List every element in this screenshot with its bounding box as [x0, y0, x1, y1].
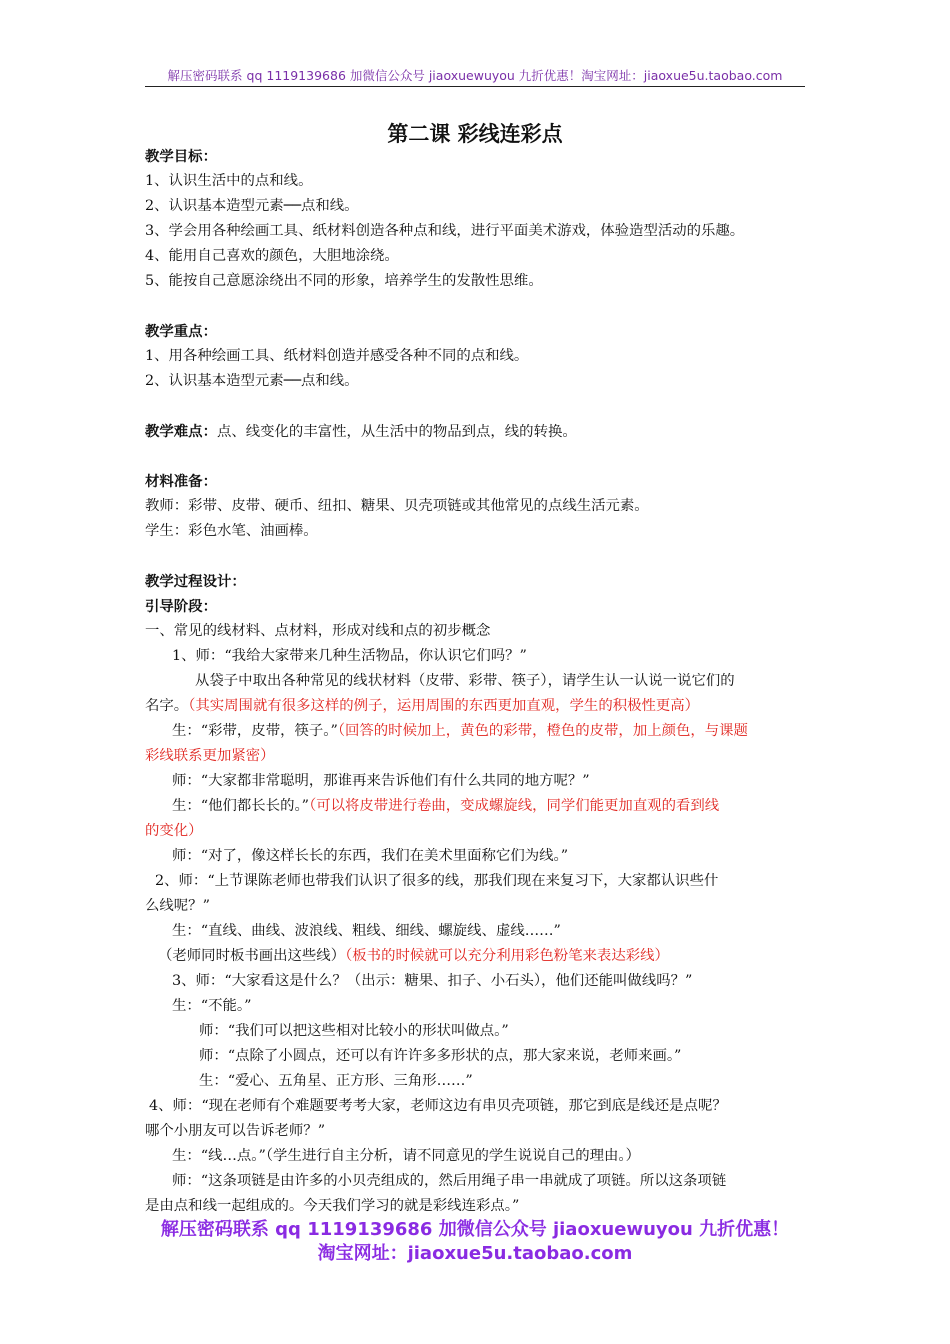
dialogue-text: 生：“彩带，皮带，筷子。” [172, 723, 338, 739]
document-body [145, 144, 810, 1219]
goal-item: 3、学会用各种绘画工具、纸材料创造各种点和线，进行平面美术游戏，体验造型活动的乐趣。 [145, 223, 745, 239]
goals-heading: 教学目标： [145, 148, 217, 165]
dialogue-line: 从袋子中取出各种常见的线状材料（皮带、彩带、筷子），请学生认一认说一说它们的 [195, 673, 735, 689]
dialogue-line: 师：“我们可以把这些相对比较小的形状叫做点。” [199, 1023, 509, 1039]
dialogue-line: 师：“大家都非常聪明，那谁再来告诉他们有什么共同的地方呢？” [172, 773, 590, 789]
difficulty-paragraph [145, 419, 810, 444]
goal-item: 4、能用自己喜欢的颜色，大胆地涂绕。 [145, 248, 399, 264]
dialogue-line: 4、师：“现在老师有个难题要考考大家，老师这边有串贝壳项链，那它到底是线还是点呢？ [149, 1098, 727, 1114]
difficulty-heading: 教学难点： [145, 423, 217, 440]
dialogue-line: 3、师：“大家看这是什么？（出示：糖果、扣子、小石头），他们还能叫做线吗？” [172, 973, 693, 989]
goal-item: 1、认识生活中的点和线。 [145, 173, 313, 189]
dialogue-line: 2、师：“上节课陈老师也带我们认识了很多的线，那我们现在来复习下，大家都认识些什 [155, 873, 719, 889]
teaching-annotation: （板书的时候就可以充分利用彩色粉笔来表达彩线） [345, 948, 669, 964]
goal-item: 5、能按自己意愿涂绕出不同的形象，培养学生的发散性思维。 [145, 273, 543, 289]
dialogue-line: 是由点和线一起组成的。今天我们学习的就是彩线连彩点。” [145, 1198, 520, 1214]
dialogue-line: 生：“爱心、五角星、正方形、三角形……” [199, 1073, 473, 1089]
teaching-annotation: （其实周围就有很多这样的例子，运用周围的东西更加直观，学生的积极性更高） [188, 698, 700, 714]
dialogue-text: 生：“他们都长长的。” [172, 798, 310, 814]
teaching-annotation: （可以将皮带进行卷曲，变成螺旋线，同学们能更加直观的看到线 [309, 798, 720, 814]
dialogue-line [145, 694, 810, 719]
dialogue-line [145, 944, 810, 969]
dialogue-line: 生：“不能。” [172, 998, 252, 1014]
dialogue-text: 名字。 [145, 698, 189, 714]
section-heading: 一、常见的线材料、点材料，形成对线和点的初步概念 [145, 623, 491, 639]
teaching-annotation: 彩线联系更加紧密） [145, 748, 275, 764]
key-point-item: 1、用各种绘画工具、纸材料创造并感受各种不同的点和线。 [145, 348, 529, 364]
dialogue-line: 生：“直线、曲线、波浪线、粗线、细线、螺旋线、虚线……” [172, 923, 561, 939]
key-point-item: 2、认识基本造型元素──点和线。 [145, 373, 359, 389]
materials-teacher: 教师：彩带、皮带、硬币、纽扣、糖果、贝壳项链或其他常见的点线生活元素。 [145, 498, 649, 514]
goal-item: 2、认识基本造型元素──点和线。 [145, 198, 359, 214]
dialogue-line [145, 719, 810, 744]
footer-line: 解压密码联系 qq 1119139686 加微信公众号 jiaoxuewuyou 九折优惠！ [160, 1219, 790, 1240]
dialogue-line: 生：“线…点。”（学生进行自主分析，请不同意见的学生说说自己的理由。） [172, 1148, 641, 1164]
difficulty-text: 点、线变化的丰富性，从生活中的物品到点，线的转换。 [216, 424, 577, 440]
page-footer-watermark [140, 1218, 810, 1266]
dialogue-line [145, 794, 810, 819]
footer-line: 淘宝网址：jiaoxue5u.taobao.com [317, 1243, 633, 1264]
lesson-title: 第二课 彩线连彩点 [387, 122, 563, 146]
key-points-heading: 教学重点： [145, 323, 217, 340]
materials-student: 学生：彩色水笔、油画棒。 [145, 523, 318, 539]
dialogue-text: （老师同时板书画出这些线） [158, 948, 346, 964]
stage-heading: 引导阶段： [145, 598, 217, 615]
teaching-annotation: 的变化） [145, 823, 203, 839]
dialogue-line: 1、师：“我给大家带来几种生活物品，你认识它们吗？” [172, 648, 527, 664]
materials-heading: 材料准备： [145, 473, 217, 490]
dialogue-line: 师：“对了，像这样长长的东西，我们在美术里面称它们为线。” [172, 848, 569, 864]
header-rule [145, 86, 805, 87]
page-header-watermark: 解压密码联系 qq 1119139686 加微信公众号 jiaoxuewuyou 九折优惠！淘宝网址：jiaoxue5u.taobao.com [167, 68, 783, 83]
dialogue-line: 么线呢？” [145, 898, 210, 914]
dialogue-line: 师：“点除了小圆点，还可以有许许多多形状的点，那大家来说，老师来画。” [199, 1048, 682, 1064]
dialogue-line: 师：“这条项链是由许多的小贝壳组成的，然后用绳子串一串就成了项链。所以这条项链 [172, 1173, 727, 1189]
process-heading: 教学过程设计： [145, 573, 246, 590]
dialogue-line: 哪个小朋友可以告诉老师？” [145, 1123, 326, 1139]
teaching-annotation: （回答的时候加上，黄色的彩带，橙色的皮带，加上颜色，与课题 [337, 723, 748, 739]
